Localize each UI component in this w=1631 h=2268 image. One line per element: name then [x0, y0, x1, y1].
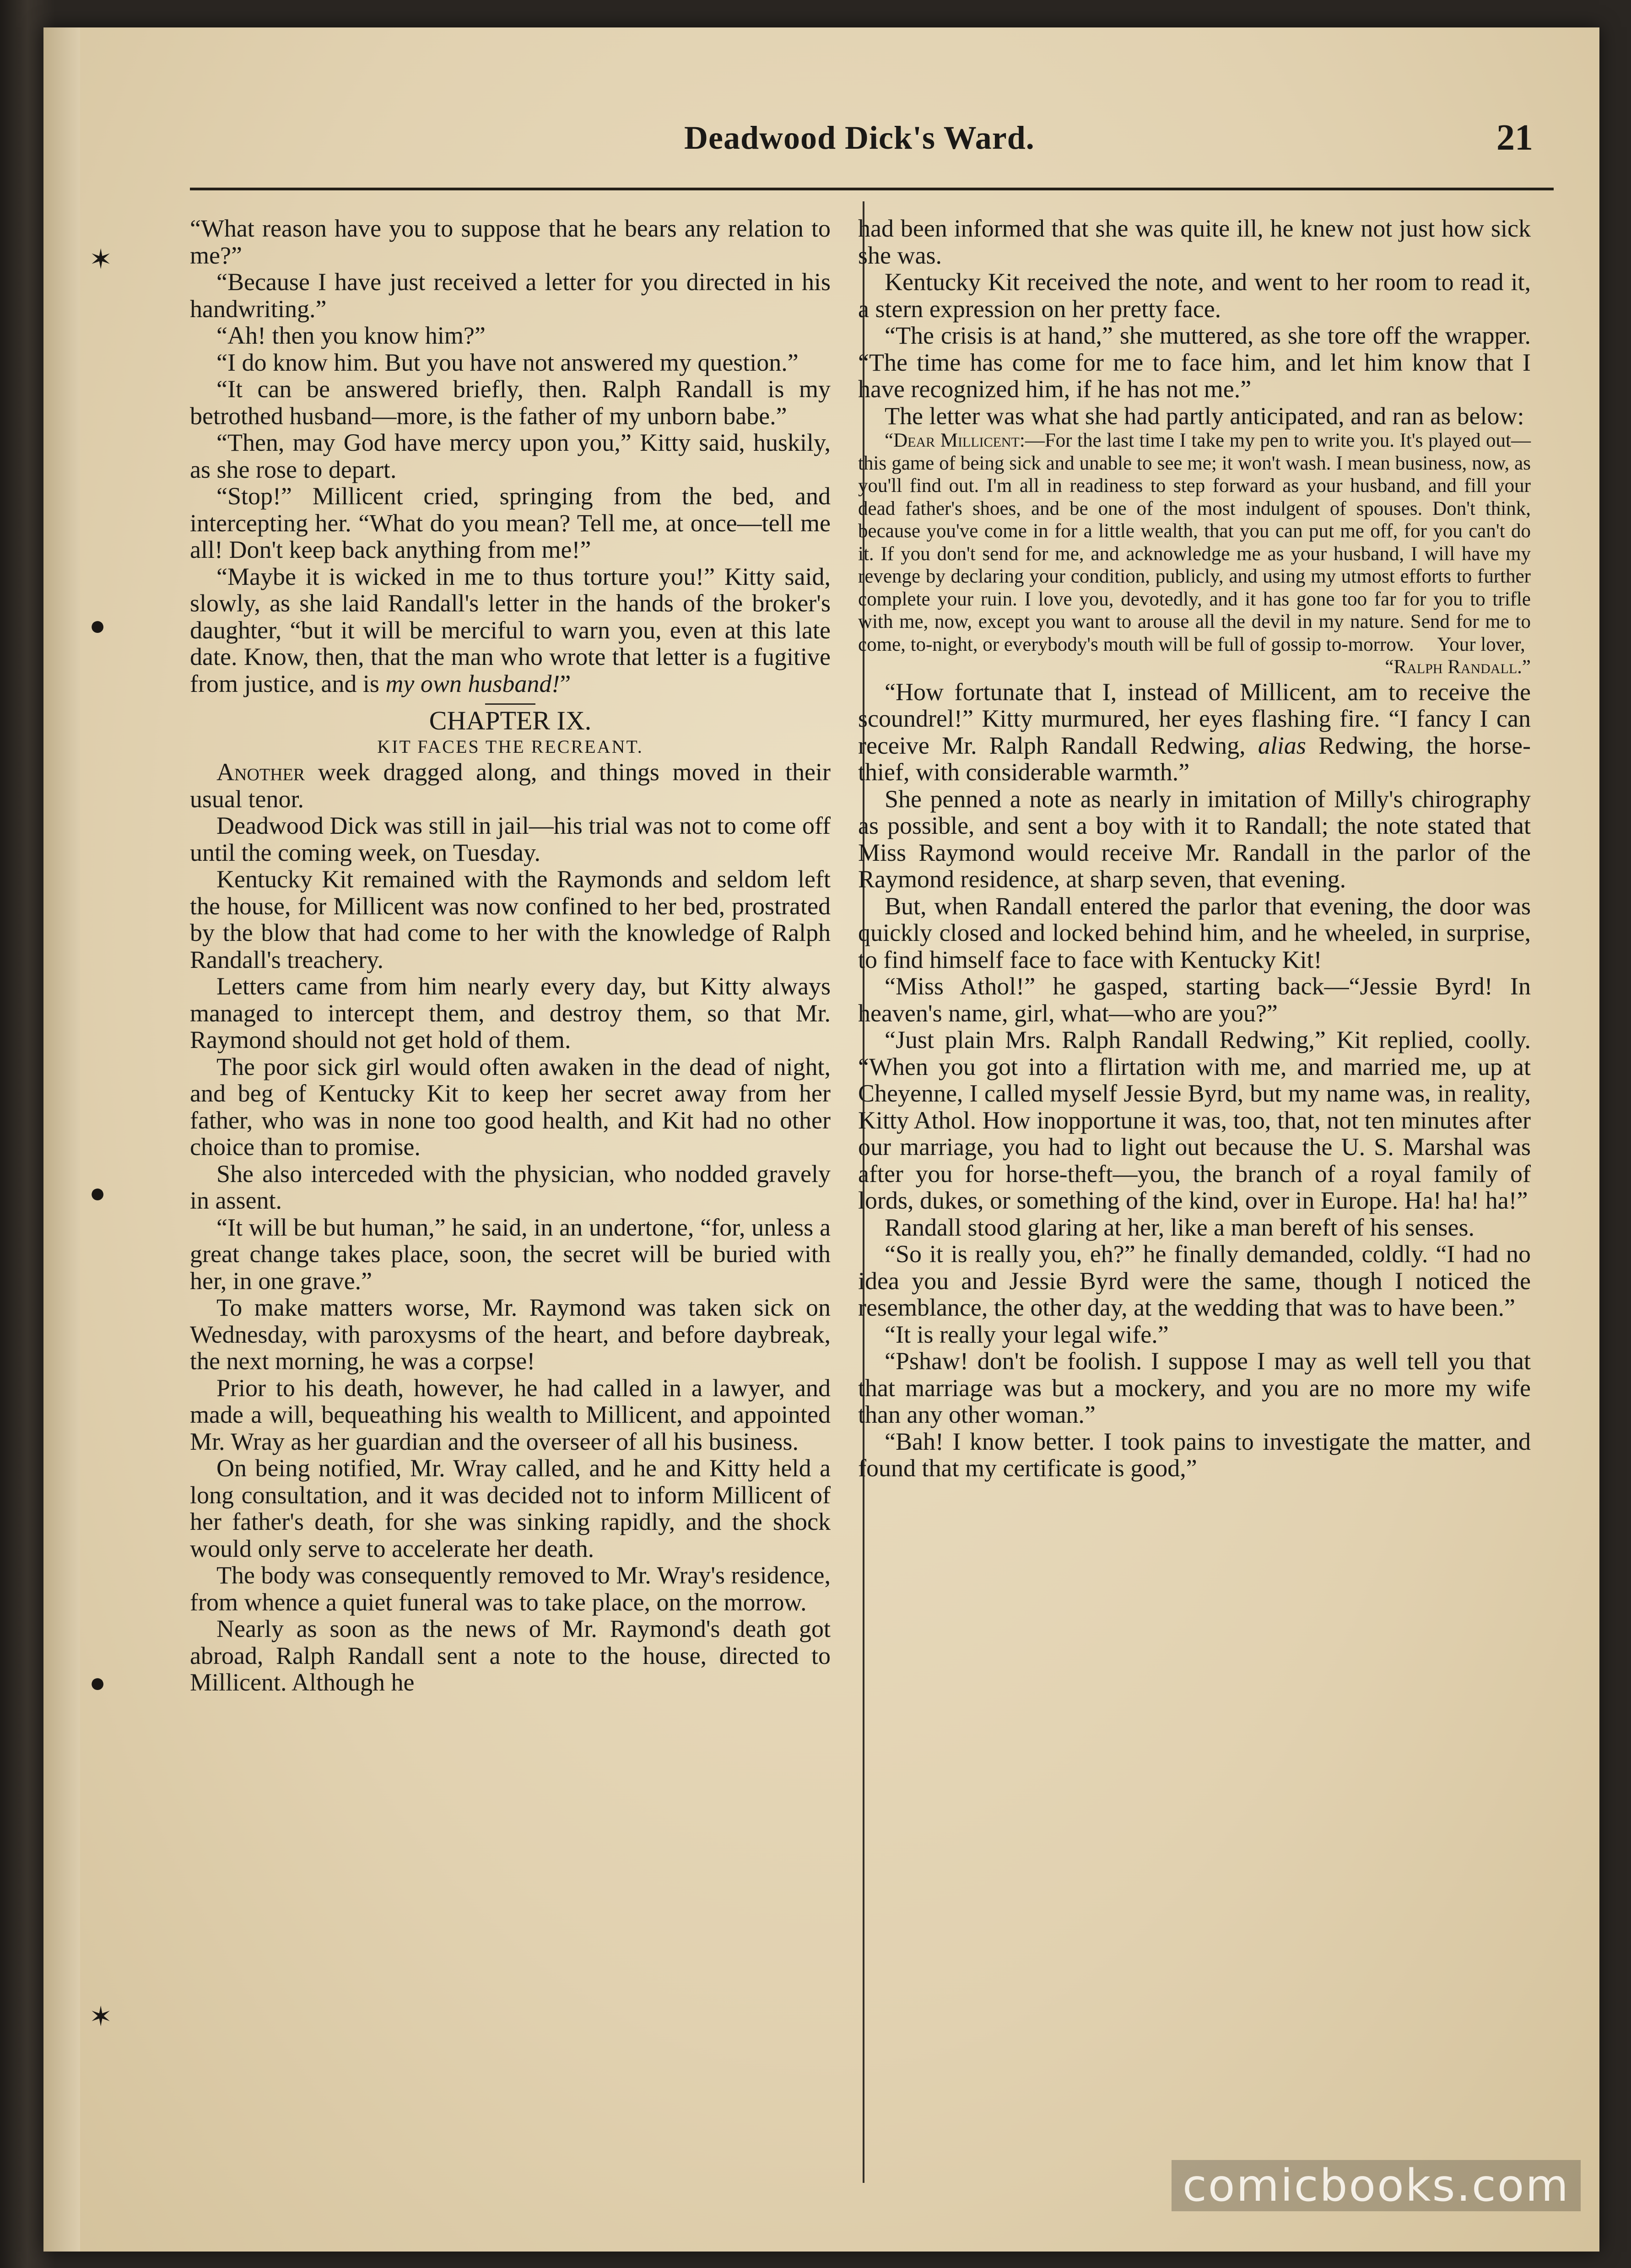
header-rule — [190, 188, 1554, 190]
paragraph: “Ah! then you know him?” — [216, 322, 486, 349]
paragraph: “I do know him. But you have not answered my question.” — [216, 348, 799, 376]
paragraph — [190, 563, 831, 697]
emphasis: alias — [1258, 731, 1306, 759]
paragraph: Prior to his death, however, he had called in a lawyer, and made a will, bequeathing his wealth to Millicent, and appointed Mr. Wray as her guardian and the overseer of all his business. — [190, 1374, 831, 1455]
paragraph: “It can be answered briefly, then. Ralph Randall is my betrothed husband—more, is the father of my unborn babe.” — [190, 375, 831, 430]
letter-block — [858, 429, 1531, 656]
paragraph: Deadwood Dick was still in jail—his trial was not to come off until the coming week, on Tuesday. — [190, 812, 831, 866]
paragraph: “Pshaw! don't be foolish. I suppose I may as well tell you that that marriage was but a mockery, and you are no more my wife than any other woman.” — [858, 1347, 1531, 1428]
paragraph: “Then, may God have mercy upon you,” Kitty said, huskily, as she rose to depart. — [190, 429, 831, 483]
binding-hole: ✶ — [89, 244, 113, 275]
text-run: Redwing, the horse-thief, with considerable warmth.” — [858, 731, 1531, 786]
paragraph: “What reason have you to suppose that he bears any relation to me?” — [190, 215, 831, 269]
running-title: Deadwood Dick's Ward. — [684, 119, 1035, 156]
paragraph: “Miss Athol!” he gasped, starting back—“Jessie Byrd! In heaven's name, girl, what—who are you?” — [858, 972, 1531, 1027]
text-run: “Maybe it is wicked in me to thus torture you!” Kitty said, slowly, as she laid Randall's letter in the hands of the broker's daughter, “but it will be merciful to warn you, even at this late date. Know, then, that the man who wrote that letter is a fugitive from justice, and is — [190, 562, 831, 697]
paragraph: On being notified, Mr. Wray called, and he and Kitty held a long consultation, and it was decided not to inform Millicent of her father's death, for she was sinking rapidly, and the shock would only serve to accelerate her death. — [190, 1454, 831, 1562]
paragraph: Kentucky Kit remained with the Raymonds and seldom left the house, for Millicent was now confined to her bed, prostrated by the blow that had come to her with the knowledge of Ralph Randall's treachery. — [190, 865, 831, 973]
paragraph: To make matters worse, Mr. Raymond was taken sick on Wednesday, with paroxysms of the heart, and before daybreak, the next morning, he was a corpse! — [190, 1294, 831, 1375]
emphasis: my own husband! — [385, 670, 560, 697]
letter-closing: Your lover, — [1437, 633, 1525, 655]
paragraph: The letter was what she had partly anticipated, and ran as below: — [885, 402, 1524, 430]
binding-hole: ✶ — [89, 2002, 113, 2032]
page-number: 21 — [1496, 118, 1533, 158]
paragraph: “Because I have just received a letter for you directed in his handwriting.” — [190, 268, 831, 323]
chapter-heading: CHAPTER IX. — [429, 706, 592, 735]
right-column — [858, 215, 1531, 1482]
letter-signature: “Ralph Randall.” — [1385, 656, 1531, 678]
paragraph: had been informed that she was quite ill, he knew not just how sick she was. — [858, 215, 1531, 269]
binding-hole: ● — [89, 1178, 106, 1208]
paragraph: “The crisis is at hand,” she muttered, as she tore off the wrapper. “The time has come for me to face him, and let him know that I have recognized him, if he has not me.” — [858, 322, 1531, 403]
binding-hole: ● — [89, 610, 106, 641]
magazine-page — [43, 27, 1599, 2252]
chapter-subtitle: KIT FACES THE RECREANT. — [377, 736, 643, 757]
letter-body: —For the last time I take my pen to write you. It's played out—this game of being sick and unable to see me; it won't wash. I mean business, now, as you'll find out. I'm all in readiness to step forward as your husband, and fill your dead father's shoes, and be one of the most indulgent of spouses. Don't think, because you've come in for a little wealth, that you can put me off, for you can't do it. If you don't send for me, and acknowledge me as your husband, I will have my revenge by declaring your condition, publicly, and using my utmost efforts to further complete your ruin. I love you, devotedly, and it has gone too far for you to trifle with me, now, except you want to arouse all the devil in my nature. Send for me to come, to-night, or everybody's mouth will be full of gossip to-morrow. — [858, 430, 1531, 655]
small-caps-lead: Another — [216, 758, 305, 786]
text-run: ” — [560, 670, 571, 697]
paragraph: “So it is really you, eh?” he finally demanded, coldly. “I had no idea you and Jessie Byrd were the same, though I noticed the resemblance, the other day, at the wedding that was to have been.” — [858, 1240, 1531, 1321]
page-gutter — [43, 27, 80, 2252]
paragraph: The poor sick girl would often awaken in the dead of night, and beg of Kentucky Kit to keep her secret away from her father, who was in none too good health, and Kit had no other choice than to promise. — [190, 1053, 831, 1161]
paragraph: She also interceded with the physician, who nodded gravely in assent. — [190, 1160, 831, 1214]
chapter-rule — [485, 703, 535, 705]
text-run: “I fancy I can receive Mr. Ralph Randall Redwing, — [858, 705, 1531, 759]
paragraph: Letters came from him nearly every day, but Kitty always managed to intercept them, and destroy them, so that Mr. Raymond should not get hold of them. — [190, 972, 831, 1053]
text-run: “How fortunate that I, instead of Millicent, am to receive the scoundrel!” Kitty murmured, her eyes flashing fire. — [858, 678, 1531, 732]
paragraph: Kentucky Kit received the note, and went to her room to read it, a stern expression on her pretty face. — [858, 268, 1531, 323]
paragraph: Nearly as soon as the news of Mr. Raymond's death got abroad, Ralph Randall sent a note to the house, directed to Millicent. Although he — [190, 1615, 831, 1696]
paragraph: The body was consequently removed to Mr. Wray's residence, from whence a quiet funeral was to take place, on the morrow. — [190, 1561, 831, 1616]
paragraph: She penned a note as nearly in imitation of Milly's chirography as possible, and sent a boy with it to Randall; the note stated that Miss Raymond would receive Mr. Randall in the parlor of the Raymond residence, at sharp seven, that evening. — [858, 785, 1531, 893]
left-column — [190, 215, 831, 1696]
paragraph: “Bah! I know better. I took pains to investigate the matter, and found that my certificate is good,” — [858, 1427, 1531, 1482]
paragraph: But, when Randall entered the parlor that evening, the door was quickly closed and locked behind him, and he wheeled, in surprise, to find himself face to face with Kentucky Kit! — [858, 892, 1531, 973]
binding-hole: ● — [89, 1668, 106, 1698]
paragraph — [858, 679, 1531, 786]
watermark: comicbooks.com — [1172, 2160, 1581, 2211]
paragraph: “It will be but human,” he said, in an undertone, “for, unless a great change takes place, soon, the secret will be buried with her, in one grave.” — [190, 1213, 831, 1295]
text-run: week dragged along, and things moved in their usual tenor. — [190, 758, 831, 813]
paragraph — [190, 759, 831, 812]
letter-salutation: “Dear Millicent: — [885, 430, 1025, 451]
paragraph: Randall stood glaring at her, like a man bereft of his senses. — [885, 1213, 1474, 1241]
paragraph: “It is really your legal wife.” — [885, 1320, 1169, 1348]
paragraph: “Stop!” Millicent cried, springing from the bed, and intercepting her. “What do you mean? Tell me, at once—tell me all! Don't keep back anything from me!” — [190, 482, 831, 563]
paragraph: “Just plain Mrs. Ralph Randall Redwing,” Kit replied, coolly. “When you got into a flirtation with me, and married me, up at Cheyenne, I called myself Jessie Byrd, but my name was, in reality, Kitty Athol. How inopportune it was, too, that, not ten minutes after our marriage, you had to light out because the U. S. Marshal was after you for horse-theft—you, the branch of a royal family of lords, dukes, or something of the kind, over in Europe. Ha! ha! ha!” — [858, 1026, 1531, 1214]
